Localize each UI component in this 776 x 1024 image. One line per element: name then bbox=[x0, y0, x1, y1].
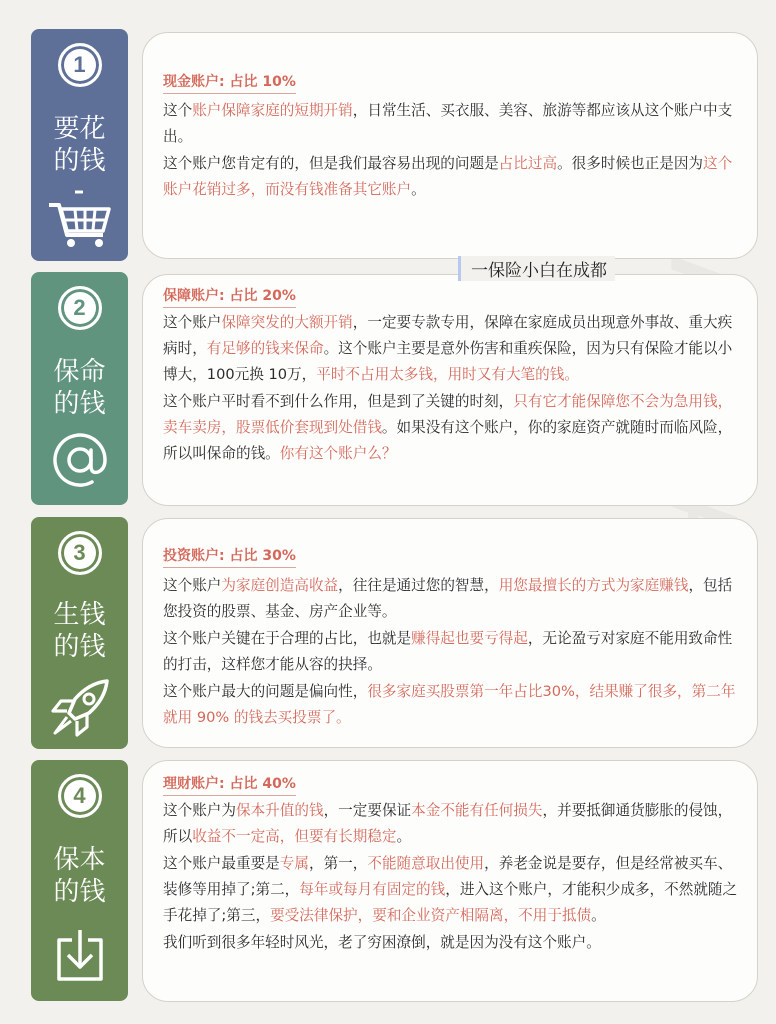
highlight-text: 要受法律保护，要和企业资产相隔离，不用于抵债 bbox=[270, 907, 592, 924]
highlight-text: 只有它才能保障您不会为急用钱，卖车卖房，股票低价套现到处借钱 bbox=[163, 393, 733, 436]
account-title: 现金账户: 占比 10% bbox=[163, 71, 296, 94]
section-1-card bbox=[142, 32, 758, 259]
highlight-text: 不能随意取出使用 bbox=[367, 855, 485, 872]
highlight-text: 专属 bbox=[279, 855, 309, 872]
highlight-text: 收益不一定高，但要有长期稳定 bbox=[192, 828, 397, 845]
highlight-text: 占比过高 bbox=[498, 155, 558, 172]
section-4-tab bbox=[31, 760, 128, 1001]
section-number-badge: 1 bbox=[58, 43, 102, 87]
section-label-line1: 生钱 bbox=[53, 600, 106, 630]
account-paragraph: 这个账户最大的问题是偏向性，很多家庭买股票第一年占比30%，结果赚了很多，第二年就用 90% 的钱去买投票了。 bbox=[163, 683, 736, 726]
section-label-line1: 保命 bbox=[53, 357, 106, 387]
rocket-icon bbox=[49, 677, 111, 739]
shopping-cart-icon bbox=[47, 189, 113, 249]
highlight-text: 有足够的钱来保命 bbox=[206, 340, 324, 357]
section-3-tab bbox=[31, 517, 128, 749]
section-2-tab bbox=[31, 272, 128, 505]
account-title: 理财账户: 占比 40% bbox=[163, 773, 296, 796]
account-paragraph: 这个账户为保本升值的钱，一定要保证本金不能有任何损失，并要抵御通货膨胀的侵蚀，所以收益不一定高，但要有长期稳定。 bbox=[163, 802, 733, 845]
highlight-text: 每年或每月有固定的钱 bbox=[299, 881, 446, 898]
section-2-card bbox=[142, 274, 758, 506]
at-sign-icon bbox=[52, 432, 108, 488]
section-label-line2: 的钱 bbox=[53, 632, 106, 662]
highlight-text: 保本升值的钱 bbox=[235, 802, 324, 819]
section-label-line1: 保本 bbox=[53, 845, 106, 875]
account-title: 保障账户: 占比 20% bbox=[163, 285, 296, 308]
highlight-text: 账户保障家庭的短期开销 bbox=[192, 102, 353, 119]
highlight-text: 保障突发的大额开销 bbox=[221, 314, 353, 331]
author-signature: 一保险小白在成都 bbox=[458, 256, 615, 281]
section-label-line2: 的钱 bbox=[53, 877, 106, 907]
highlight-text: 很多家庭买股票第一年占比30%，结果赚了很多，第二年就用 90% 的钱去买投票了。 bbox=[163, 683, 736, 726]
highlight-text: 平时不占用太多钱，用时又有大笔的钱。 bbox=[316, 366, 579, 383]
account-paragraph: 这个账户关键在于合理的占比，也就是赚得起也要亏得起，无论盈亏对家庭不能用致命性的打击，这样您才能从容的抉择。 bbox=[163, 630, 733, 673]
highlight-text: 为家庭创造高收益 bbox=[221, 577, 339, 594]
highlight-text: 赚得起也要亏得起 bbox=[411, 630, 528, 647]
account-paragraph: 这个账户平时看不到什么作用，但是到了关键的时刻，只有它才能保障您不会为急用钱，卖车卖房，股票低价套现到处借钱。如果没有这个账户，你的家庭资产就随时而临风险，所以叫保命的钱。你有这个账户么？ bbox=[163, 393, 733, 462]
account-paragraph: 这个账户为家庭创造高收益，往往是通过您的智慧，用您最擅长的方式为家庭赚钱，包括您投资的股票、基金、房产企业等。 bbox=[163, 577, 733, 620]
account-paragraph: 这个账户您肯定有的，但是我们最容易出现的问题是占比过高。很多时候也正是因为这个账户花销过多，而没有钱准备其它账户。 bbox=[163, 155, 733, 198]
section-4-card bbox=[142, 760, 758, 1002]
section-number-badge: 2 bbox=[58, 286, 102, 330]
section-label-line2: 的钱 bbox=[53, 389, 106, 419]
highlight-text: 本金不能有任何损失 bbox=[411, 802, 543, 819]
highlight-text: 用您最擅长的方式为家庭赚钱 bbox=[498, 577, 689, 594]
highlight-text: 你有这个账户么？ bbox=[279, 445, 397, 462]
account-paragraph: 我们听到很多年轻时风光，老了穷困潦倒，就是因为没有这个账户。 bbox=[163, 934, 601, 951]
section-number-badge: 3 bbox=[58, 531, 102, 575]
highlight-text: 这个账户花销过多，而没有钱准备其它账户 bbox=[163, 155, 733, 198]
section-label-line2: 的钱 bbox=[53, 146, 106, 176]
section-number-badge: 4 bbox=[58, 774, 102, 818]
account-paragraph: 这个账户保障家庭的短期开销，日常生活、买衣服、美容、旅游等都应该从这个账户中支出。 bbox=[163, 102, 733, 145]
download-box-icon bbox=[56, 928, 104, 982]
section-3-card bbox=[142, 518, 758, 748]
account-title: 投资账户: 占比 30% bbox=[163, 545, 296, 568]
section-label-line1: 要花 bbox=[53, 114, 106, 144]
account-paragraph: 这个账户最重要是专属，第一，不能随意取出使用，养老金说是要存，但是经常被买车、装修等用掉了;第二，每年或每月有固定的钱，进入这个账户，才能积少成多，不然就随之手花掉了;第三，要受法律保护，要和企业资产相隔离，不用于抵债。 bbox=[163, 855, 738, 924]
account-paragraph: 这个账户保障突发的大额开销，一定要专款专用，保障在家庭成员出现意外事故、重大疾病时，有足够的钱来保命。这个账户主要是意外伤害和重疾保险，因为只有保险才能以小博大，100元换 10万，平时不占用太多钱，用时又有大笔的钱。 bbox=[163, 314, 733, 383]
section-1-tab bbox=[31, 29, 128, 261]
